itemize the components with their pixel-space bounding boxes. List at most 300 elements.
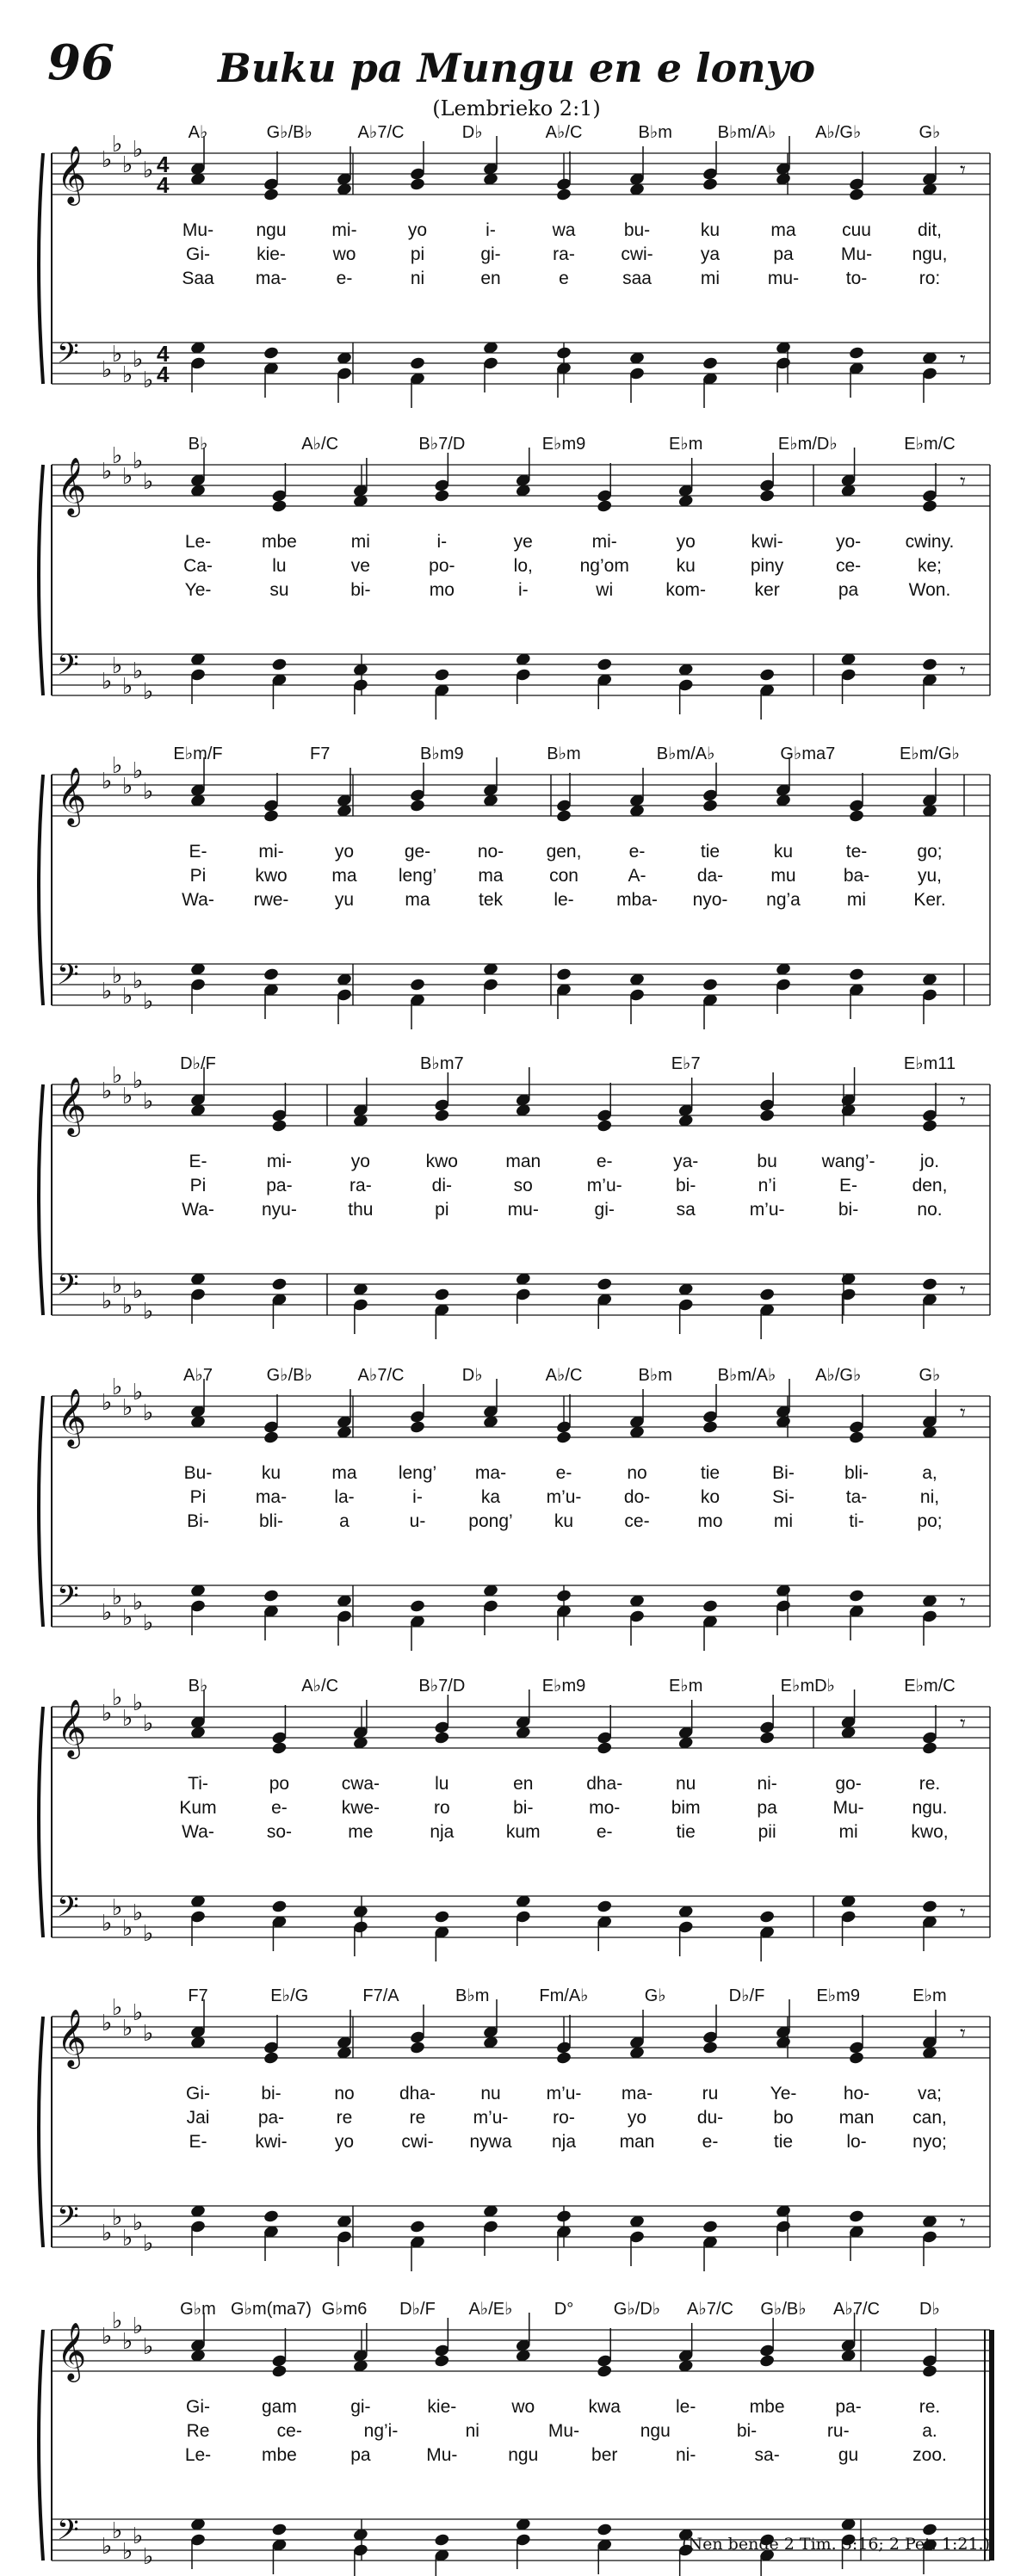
lyric-verse-1: re. [919,2397,941,2417]
lyric-verse-2: di- [431,1176,453,1195]
flat-icon: ♭ [112,341,123,367]
note-head [702,978,718,992]
lyric-verse-3: yo [334,2132,355,2152]
lyric-verse-1: yo [676,532,696,552]
chord-symbol: G♭ma7 [780,744,836,763]
lyric-verse-2: e- [271,1798,288,1818]
chord-symbol: E♭m9 [816,1986,861,2005]
note-head [848,346,864,361]
flat-icon: ♭ [102,668,113,694]
lyric-verse-3: ro: [919,269,941,288]
lyric-verse-2: bim [671,1798,701,1818]
note-head [759,668,776,683]
lyric-verse-3: bi- [350,580,371,600]
lyric-verse-2: ra- [349,1176,372,1195]
note-head [555,188,572,202]
note-head [409,978,425,992]
lyric-verse-1: e- [555,1463,572,1483]
lyric-verse-2: m’u- [586,1176,622,1195]
lyric-verse-2: lu [272,556,287,576]
lyric-verse-3: cwi- [401,2132,434,2152]
lyric-verse-2: Re [186,2421,210,2441]
lyric-verse-1: leng’ [398,1463,437,1483]
lyric-verse-1: mi- [266,1152,293,1171]
lyric-verse-1: po [269,1774,290,1794]
lyric-verse-3: e- [702,2132,719,2152]
chord-symbol: E♭m/G♭ [900,744,960,763]
chord-symbol: A♭/C [545,123,583,142]
note-head [263,1430,279,1445]
lyric-verse-3: ber [591,2445,618,2465]
lyric-verse-3: pi [435,1200,449,1220]
note-head [271,1119,288,1134]
eighth-rest-icon: 𝄾 [960,1399,966,1425]
system-bracket [39,1084,43,1315]
flat-icon: ♭ [102,1700,113,1726]
flat-icon: ♭ [143,2333,154,2359]
lyric-verse-3: lo- [846,2132,867,2152]
flat-icon: ♭ [102,2220,113,2246]
chord-symbol: E♭m/C [904,435,956,454]
lyric-verse-1: pa- [835,2397,862,2417]
note-head [848,967,864,982]
note-head [759,1910,776,1924]
lyric-verse-2: Mu- [832,1798,864,1818]
bass-clef: 𝄢 [57,960,79,998]
lyric-verse-1: mi- [258,842,284,862]
chord-symbol: F7 [309,744,331,763]
lyric-verse-2: m’u- [546,1487,582,1507]
lyric-verse-2: i- [412,1487,423,1507]
note-head [263,1589,279,1603]
flat-icon: ♭ [102,2323,113,2349]
lyric-verse-2: pa [757,1798,777,1818]
lyric-verse-3: u- [409,1511,426,1531]
lyric-verse-3: Ker. [913,890,946,910]
lyric-verse-3: pii [758,1822,776,1842]
lyric-verse-1: kwo [425,1152,459,1171]
note-head [434,1109,450,1123]
lyric-verse-1: tie [700,1463,721,1483]
lyric-verse-1: E- [189,842,207,862]
bass-clef: 𝄢 [57,650,79,688]
lyric-verse-2: ngu [640,2421,671,2441]
eighth-rest-icon: 𝄾 [960,2020,966,2046]
note-head [263,2051,279,2066]
lyric-verse-3: mi [838,1822,858,1842]
lyric-verse-3: kwi- [255,2132,288,2152]
note-head [555,2051,572,2066]
lyric-verse-2: cwi- [621,244,653,264]
flat-icon: ♭ [122,773,133,799]
eighth-rest-icon: 𝄾 [960,1710,966,1736]
chord-symbol: A♭7/C [357,1366,405,1385]
lyric-verse-2: kwo [255,866,288,886]
lyric-verse-3: Ye- [184,580,212,600]
lyric-verse-2: re [336,2108,353,2128]
flat-icon: ♭ [133,346,144,372]
lyric-verse-1: Gi- [186,2397,210,2417]
treble-clef: 𝄞 [57,146,87,202]
lyric-verse-3: a [339,1511,349,1531]
lyric-verse-3: su [269,580,289,600]
flat-icon: ♭ [143,1399,154,1425]
note-head [271,1741,288,1756]
lyric-verse-3: ngu [508,2445,539,2465]
chord-symbol: B♭ [188,1677,208,1696]
lyric-verse-2: con [549,866,578,886]
chord-symbol: E♭m [912,1986,947,2005]
lyric-verse-2: do- [623,1487,651,1507]
lyric-verse-1: ma [770,220,796,240]
flat-icon: ♭ [133,1690,144,1715]
lyric-verse-3: ma- [255,269,288,288]
chord-symbol: A♭/G♭ [815,123,862,142]
treble-clef: 𝄞 [57,2323,87,2379]
note-head [702,2220,718,2234]
note-head [434,489,450,503]
flat-icon: ♭ [102,2533,113,2559]
bass-clef: 𝄢 [57,1581,79,1619]
flat-icon: ♭ [112,962,123,988]
flat-icon: ♭ [102,768,113,794]
flat-icon: ♭ [143,1920,154,1946]
lyric-verse-3: m’u- [749,1200,785,1220]
lyric-verse-1: e- [596,1152,613,1171]
lyric-verse-1: ye [513,532,533,552]
flat-icon: ♭ [102,146,113,172]
flat-icon: ♭ [143,678,154,704]
note-head [759,489,776,503]
lyric-verse-1: ma- [474,1463,507,1483]
chord-symbol: E♭m9 [541,1677,586,1696]
lyric-verse-1: dit, [917,220,943,240]
note-head [702,177,718,192]
flat-icon: ♭ [112,2517,123,2543]
chord-symbol: B♭m/A♭ [717,1366,776,1385]
chord-symbol: F7 [188,1986,208,2005]
lyric-verse-2: Jai [186,2108,210,2128]
lyric-verse-2: bi- [513,1798,534,1818]
system-bracket [39,2330,43,2561]
flat-icon: ♭ [133,136,144,162]
lyric-verse-1: a, [922,1463,937,1483]
lyric-verse-3: mbe [262,2445,297,2465]
lyric-verse-2: Ca- [183,556,213,576]
lyric-verse-2: ra- [553,244,575,264]
flat-icon: ♭ [102,458,113,484]
lyric-verse-2: yu, [917,866,943,886]
lyric-verse-1: ho- [843,2084,870,2103]
lyric-verse-1: mbe [262,532,297,552]
chord-symbol: D♭/F [399,2300,436,2319]
chord-symbol: G♭ [644,1986,666,2005]
flat-icon: ♭ [143,468,154,494]
lyric-verse-2: bo [773,2108,794,2128]
note-head [555,1430,572,1445]
note-head [848,2209,864,2224]
lyric-verse-3: zoo. [912,2445,947,2465]
lyric-verse-1: yo [407,220,428,240]
lyric-verse-3: Le- [184,2445,212,2465]
lyric-verse-1: Gi- [186,2084,210,2103]
chord-symbol: B♭7/D [418,1677,466,1696]
system-bracket [39,1707,43,1937]
flat-icon: ♭ [112,1272,123,1298]
lyric-verse-1: E- [189,1152,207,1171]
lyric-verse-2: Pi [189,1487,207,1507]
lyric-verse-2: pa [773,244,794,264]
note-head [434,1910,450,1924]
note-head [921,1900,937,1914]
lyric-verse-2: so [513,1176,533,1195]
chord-symbol: G♭/D♭ [613,2300,661,2319]
lyric-verse-3: nywa [469,2132,512,2152]
lyric-verse-2: ko [700,1487,721,1507]
note-head [848,1589,864,1603]
note-head [555,1589,572,1603]
flat-icon: ♭ [133,658,144,683]
note-head [271,2364,288,2379]
note-head [434,668,450,683]
flat-icon: ♭ [143,1298,154,1324]
lyric-verse-3: po; [917,1511,943,1531]
flat-icon: ♭ [112,1584,123,1609]
chord-symbol: E♭m/F [173,744,223,763]
lyric-verse-3: i- [517,580,529,600]
lyric-verse-2: po- [429,556,455,576]
lyric-verse-1: en [513,1774,534,1794]
flat-icon: ♭ [112,2307,123,2333]
lyric-verse-1: mi- [331,220,357,240]
bass-clef: 𝄢 [57,338,79,376]
chord-symbol: B♭m/A♭ [656,744,715,763]
lyric-verse-1: nu [675,1774,696,1794]
flat-icon: ♭ [133,1379,144,1405]
lyric-verse-3: bli- [258,1511,284,1531]
lyric-verse-1: dha- [399,2084,436,2103]
note-head [271,658,288,672]
flat-icon: ♭ [112,1994,123,2020]
lyric-verse-2: ma- [255,1487,288,1507]
lyric-verse-2: mu [770,866,796,886]
flat-icon: ♭ [133,757,144,783]
note-head [555,346,572,361]
chord-symbol: G♭ [919,1366,941,1385]
lyric-verse-2: bi- [736,2421,758,2441]
note-head [848,1430,864,1445]
chord-symbol: A♭/C [545,1366,583,1385]
lyric-verse-3: Wa- [182,1200,214,1220]
eighth-rest-icon: 𝄾 [960,1589,966,1615]
lyric-verse-3: mu- [767,269,800,288]
treble-clef: 𝄞 [57,2010,87,2066]
lyric-verse-2: A- [628,866,646,886]
note-head [848,188,864,202]
flat-icon: ♭ [112,1062,123,1088]
flat-icon: ♭ [122,983,133,1009]
note-head [597,2523,613,2537]
chord-symbol: E♭m/D♭ [777,435,838,454]
note-head [759,2354,776,2369]
system-bracket [39,465,43,695]
lyric-verse-2: wo [332,244,356,264]
lyric-verse-1: bi- [261,2084,281,2103]
lyric-verse-1: dha- [586,1774,623,1794]
chord-symbol: A♭ [188,123,208,142]
lyric-verse-3: wi [596,580,614,600]
lyric-verse-3: ma [405,890,430,910]
flat-icon: ♭ [102,1910,113,1936]
flat-icon: ♭ [122,151,133,177]
chord-symbol: A♭7/C [357,123,405,142]
lyric-verse-2: man [838,2108,875,2128]
chord-symbol: A♭7/C [687,2300,733,2319]
lyric-verse-3: mi [700,269,721,288]
chord-symbol: B♭m9 [420,744,464,763]
lyric-verse-3: me [348,1822,374,1842]
lyric-verse-1: Ti- [188,1774,208,1794]
lyric-verse-2: ng’om [579,556,629,576]
chord-symbol: B♭m/A♭ [717,123,776,142]
lyric-verse-2: leng’ [398,866,437,886]
lyric-verse-1: le- [675,2397,696,2417]
lyric-verse-1: cuu [842,220,871,240]
note-head [597,1277,613,1292]
lyric-verse-2: du- [696,2108,724,2128]
chord-symbol: D♭ [919,2300,940,2319]
lyric-verse-2: bi- [675,1176,696,1195]
lyric-verse-1: i- [486,220,496,240]
chord-symbol: F7/A [362,1986,399,2005]
lyric-verse-3: ku [554,1511,574,1531]
chord-symbol: G♭/B♭ [760,2300,807,2319]
lyric-verse-3: mi [846,890,867,910]
lyric-verse-1: kwa [588,2397,621,2417]
lyric-verse-2: lo, [513,556,533,576]
lyric-verse-1: bu- [623,220,651,240]
flat-icon: ♭ [143,1609,154,1635]
flat-icon: ♭ [143,2543,154,2569]
flat-icon: ♭ [122,463,133,489]
chord-symbol: E♭m9 [541,435,586,454]
flat-icon: ♭ [112,652,123,678]
note-head [759,1288,776,1302]
lyric-verse-3: pa [350,2445,371,2465]
note-head [597,1741,613,1756]
lyric-verse-3: no. [917,1200,943,1220]
lyric-verse-2: Gi- [186,244,210,264]
note-head [409,177,425,192]
flat-icon: ♭ [133,1900,144,1925]
system-bracket [39,2017,43,2247]
lyric-verse-1: go- [835,1774,862,1794]
flat-icon: ♭ [133,2523,144,2548]
lyric-verse-3: tek [478,890,504,910]
lyric-verse-3: nyu- [262,1200,297,1220]
note-head [555,2209,572,2224]
note-head [263,188,279,202]
flat-icon: ♭ [122,1394,133,1420]
lyric-verse-3: ni- [675,2445,696,2465]
lyric-verse-1: e- [628,842,646,862]
chord-symbol: A♭/C [301,435,339,454]
lyric-verse-1: te- [845,842,868,862]
chord-symbol: B♭m [638,1366,672,1385]
lyric-verse-3: mo [697,1511,723,1531]
lyric-verse-1: ya- [673,1152,699,1171]
chord-symbol: A♭/G♭ [815,1366,862,1385]
lyric-verse-3: thu [348,1200,374,1220]
note-head [555,967,572,982]
chord-symbol: A♭7 [183,1366,213,1385]
lyric-verse-1: tie [700,842,721,862]
note-head [271,1277,288,1292]
lyric-verse-1: jo. [919,1152,940,1171]
chord-symbol: E♭7 [671,1054,701,1073]
lyric-verse-2: den, [912,1176,948,1195]
lyric-verse-2: n’i [758,1176,776,1195]
lyric-verse-2: Mu- [840,244,873,264]
lyric-verse-2: ng’i- [363,2421,399,2441]
note-head [921,1277,937,1292]
lyric-verse-1: yo [350,1152,370,1171]
lyric-verse-3: mi [773,1511,794,1531]
lyric-verse-2: ve [350,556,370,576]
flat-icon: ♭ [122,673,133,699]
note-head [434,2533,450,2548]
lyric-verse-3: sa- [754,2445,780,2465]
flat-icon: ♭ [102,1389,113,1415]
note-head [921,2364,937,2379]
eighth-rest-icon: 𝄾 [960,157,966,182]
flat-icon: ♭ [143,1710,154,1736]
lyric-verse-1: no- [477,842,504,862]
lyric-verse-2: Pi [189,866,207,886]
lyric-verse-2: ce- [835,556,862,576]
lyric-verse-2: pa- [257,2108,285,2128]
note-head [434,1731,450,1745]
lyric-verse-3: le- [554,890,574,910]
flat-icon: ♭ [102,978,113,1004]
lyric-verse-1: ma- [621,2084,653,2103]
lyric-verse-2: ni [465,2421,479,2441]
lyric-verse-1: Bi- [772,1463,795,1483]
lyric-verse-3: e- [596,1822,613,1842]
lyric-verse-1: ku [700,220,721,240]
chord-symbol: B♭m [638,123,672,142]
eighth-rest-icon: 𝄾 [960,346,966,372]
note-head [597,2364,613,2379]
time-signature-top: 4 [157,151,170,177]
lyric-verse-1: va; [917,2084,943,2103]
chord-symbol: A♭/E♭ [468,2300,513,2319]
chord-symbol: E♭m [668,435,703,454]
system-bracket [39,153,43,384]
lyric-verse-2: piny [750,556,784,576]
lyric-verse-1: mi [350,532,370,552]
lyric-verse-2: Mu- [547,2421,580,2441]
flat-icon: ♭ [143,2230,154,2256]
lyric-verse-1: gam [262,2397,297,2417]
lyric-verse-1: ru [702,2084,719,2103]
note-head [702,2041,718,2055]
note-head [434,2354,450,2369]
lyric-verse-2: ma [331,866,357,886]
lyric-verse-3: ti- [849,1511,864,1531]
lyric-verse-1: bu [757,1152,777,1171]
note-head [921,1741,937,1756]
